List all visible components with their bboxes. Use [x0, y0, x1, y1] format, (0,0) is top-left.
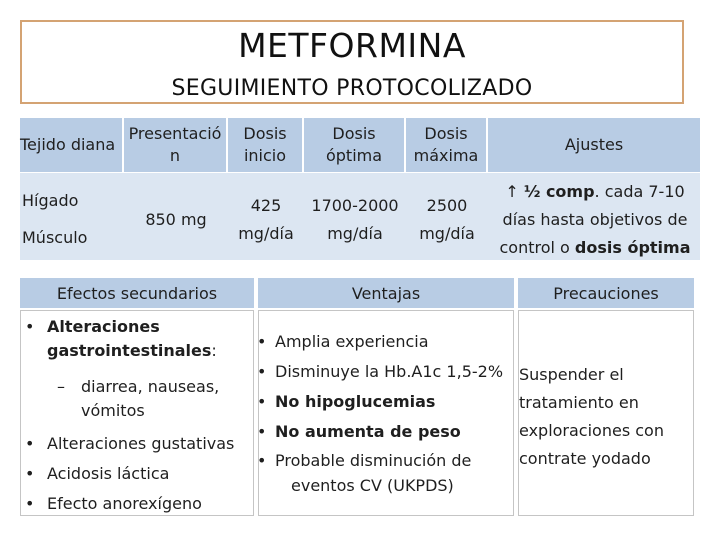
precauciones-text — [519, 361, 664, 473]
ajustes-text1: . cada 7-10 — [594, 182, 685, 201]
ajustes-bold-dose: ½ comp — [523, 182, 595, 201]
header-inicio-line2: inicio — [243, 146, 287, 165]
ventajas-item-peso-text: No aumenta de peso — [275, 422, 461, 441]
ventajas-item-eventos-cv — [253, 447, 515, 497]
ventajas-item-eventos-line2: eventos CV (UKPDS) — [291, 476, 454, 495]
efectos-item-gastro-line2: gastrointestinales — [47, 341, 212, 360]
header-tejido-label: Tejido diana — [20, 135, 116, 154]
header-maxima-line1: Dosis — [424, 124, 468, 143]
header-presentacion-line1: Presentació — [128, 124, 222, 143]
ajustes-line3 — [490, 234, 700, 262]
efectos-item-gustativas: • Alteraciones gustativas — [21, 429, 253, 459]
efectos-item-acidosis: • Acidosis láctica — [21, 459, 253, 489]
header-maxima-line2: máxima — [413, 146, 479, 165]
precauciones-line1: Suspender el — [519, 365, 624, 384]
page-subtitle: SEGUIMIENTO PROTOCOLIZADO — [171, 76, 533, 101]
header-dosis-inicio — [228, 118, 304, 172]
precauciones-line4: contrate yodado — [519, 449, 651, 468]
efectos-item-gastro — [21, 315, 253, 363]
ventajas-item-peso — [253, 417, 515, 447]
precauciones-header-label: Precauciones — [553, 283, 659, 303]
arrow-up-icon: ↑ — [505, 182, 519, 201]
header-ajustes — [488, 118, 700, 172]
precauciones-line2: tratamiento en — [519, 393, 639, 412]
ventajas-item-eventos-line1: • Probable disminución de — [275, 451, 472, 470]
efectos-list — [21, 315, 253, 519]
precauciones-header — [518, 278, 694, 308]
efectos-panel — [20, 310, 254, 516]
ajustes-line1 — [490, 178, 700, 206]
header-ajustes-label: Ajustes — [564, 135, 624, 154]
ventajas-item-hba1c: • Disminuye la Hb.A1c 1,5-2% — [253, 357, 515, 387]
title-box — [20, 20, 684, 104]
ventajas-panel — [258, 310, 514, 516]
efectos-item-gastro-colon: : — [211, 341, 217, 360]
ajustes-line3-text: control o — [499, 238, 575, 257]
precauciones-panel — [518, 310, 694, 516]
cell-optima-value: 1700-2000 — [311, 196, 399, 215]
ajustes-line2: días hasta objetivos de — [502, 210, 688, 229]
header-inicio-line1: Dosis — [243, 124, 287, 143]
cell-tejido-higado: Hígado — [22, 191, 79, 210]
header-dosis-maxima — [406, 118, 488, 172]
dash-icon: – — [57, 377, 65, 396]
cell-maxima-value: 2500 — [426, 196, 468, 215]
efectos-header-label: Efectos secundarios — [56, 283, 218, 303]
cell-presentacion: 850 mg — [145, 210, 207, 229]
header-presentacion-line2: n — [169, 146, 181, 165]
header-presentacion — [124, 118, 228, 172]
cell-maxima-unit: mg/día — [419, 224, 475, 243]
efectos-subitem-line1: diarrea, nauseas, — [81, 377, 220, 396]
header-tejido — [20, 118, 124, 172]
ajustes-line3-bold: dosis óptima — [574, 238, 691, 257]
cell-optima-unit: mg/día — [327, 224, 383, 243]
cell-tejido-musculo: Músculo — [22, 228, 88, 247]
efectos-subitem-line2: vómitos — [81, 401, 145, 420]
ventajas-item-experiencia: • Amplia experiencia — [253, 327, 515, 357]
efectos-subitem — [21, 375, 253, 423]
ventajas-header — [258, 278, 514, 308]
ventajas-header-label: Ventajas — [351, 283, 421, 303]
header-optima-line1: Dosis — [332, 124, 376, 143]
header-dosis-optima — [304, 118, 406, 172]
efectos-item-gastro-line1: Alteraciones — [47, 317, 160, 336]
ventajas-item-hipoglucemias — [253, 387, 515, 417]
cell-inicio-unit: mg/día — [238, 224, 294, 243]
cell-inicio-value: 425 — [250, 196, 282, 215]
page-title: METFORMINA — [238, 26, 466, 65]
precauciones-line3: exploraciones con — [519, 421, 664, 440]
cell-ajustes — [490, 178, 700, 262]
efectos-header — [20, 278, 254, 308]
ventajas-item-hipoglucemias-text: No hipoglucemias — [275, 392, 436, 411]
efectos-item-anorexigeno: • Efecto anorexígeno — [21, 489, 253, 519]
ventajas-list — [253, 327, 515, 497]
header-optima-line2: óptima — [325, 146, 383, 165]
